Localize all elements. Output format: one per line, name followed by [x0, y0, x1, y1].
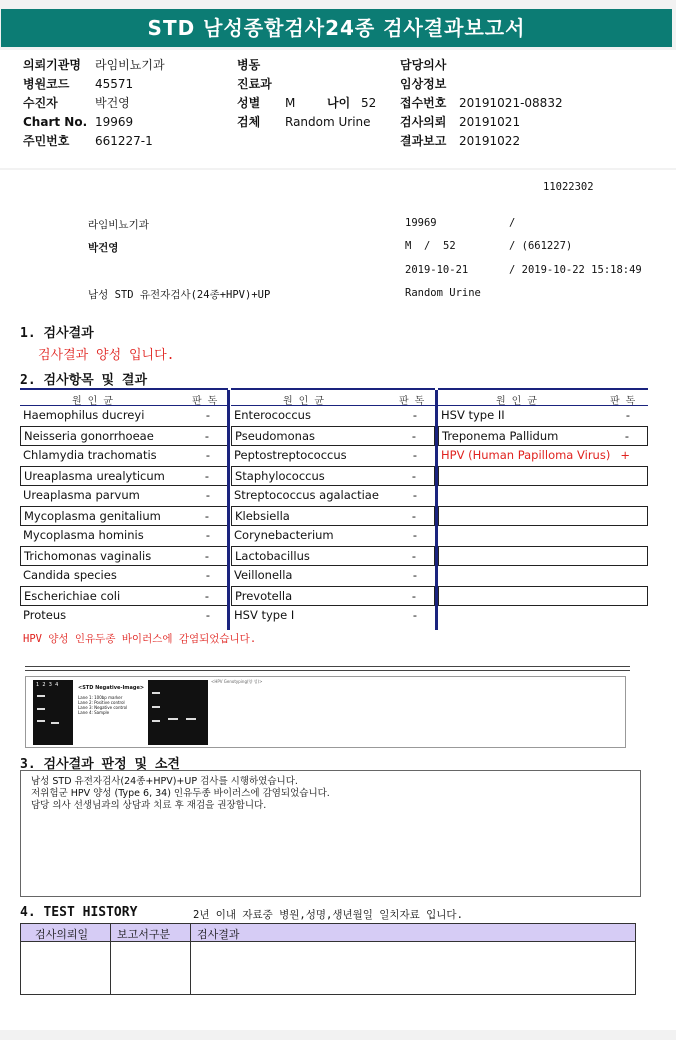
summary-test-name: 남성 STD 유전자검사(24종+HPV)+UP: [88, 289, 271, 301]
patient-value: 박건영: [95, 96, 130, 110]
result-row: [438, 526, 648, 546]
ssn-label: 주민번호: [23, 134, 70, 148]
result-row: [438, 486, 648, 506]
gel-band: [51, 722, 59, 724]
organism-result: +: [620, 448, 630, 462]
result-row: [438, 546, 648, 566]
section-3-title: 3. 검사결과 판정 및 소견: [20, 757, 180, 772]
result-row: [231, 566, 435, 586]
result-row: [20, 546, 228, 566]
result-row: [231, 526, 435, 546]
summary-chart: 19969: [405, 217, 437, 229]
opinion-box: [20, 770, 641, 897]
gel-lane-numbers: 1 2 3 4: [36, 682, 59, 688]
request-date-label: 검사의뢰: [400, 115, 447, 129]
result-row: [20, 566, 228, 586]
summary-patient: 박건영: [88, 242, 119, 254]
age-label: 나이: [327, 96, 351, 110]
report-code: 11022302: [543, 181, 594, 193]
summary-date-1: 2019-10-21: [405, 264, 469, 276]
result-column-3: [438, 388, 648, 606]
divider-line: [25, 670, 630, 671]
organism-result: -: [625, 408, 630, 422]
result-row: [231, 606, 435, 626]
divider-line: [25, 666, 630, 667]
gel-legend-line: Lane 3: Negative control: [78, 705, 128, 710]
gel-caption: <STD Negative-Image>: [78, 685, 145, 691]
hpv-note: HPV 양성 인유두종 바이러스에 감염되었습니다.: [23, 633, 257, 645]
receipt-no-label: 접수번호: [400, 96, 447, 110]
result-row: [231, 586, 435, 606]
specimen-label: 검체: [237, 115, 261, 129]
organism-name: Peptostreptococcus: [234, 448, 347, 462]
gel-legend-line: Lane 1: 100bp marker: [78, 695, 123, 700]
organism-name: Staphylococcus: [235, 469, 325, 483]
gel-band: [37, 720, 45, 722]
organism-result: -: [204, 549, 209, 563]
judge-header: 판 독: [192, 396, 218, 407]
department-label: 진료과: [237, 77, 272, 91]
summary-clinic: 라임비뇨기과: [88, 219, 149, 231]
organism-name: Lactobacillus: [235, 549, 310, 563]
organism-result: -: [412, 448, 417, 462]
chart-no-label: Chart No.: [23, 115, 88, 129]
history-note: 2년 이내 자료중 병원,성명,생년월일 일치자료 입니다.: [193, 909, 463, 921]
organism-name: Enterococcus: [234, 408, 311, 422]
history-header-row: [21, 924, 635, 942]
judge-header: 판 독: [399, 396, 425, 407]
gel-band: [152, 706, 160, 708]
result-row: [231, 466, 435, 486]
doctor-label: 담당의사: [400, 58, 447, 72]
organism-result: -: [204, 469, 209, 483]
organism-name: Streptococcus agalactiae: [234, 488, 379, 502]
organism-name: Chlamydia trachomatis: [23, 448, 157, 462]
column-divider: [435, 390, 438, 630]
result-row: [438, 566, 648, 586]
organism-name: Pseudomonas: [235, 429, 315, 443]
result-row: [20, 486, 228, 506]
request-date-value: 20191021: [459, 115, 521, 129]
top-margin: [0, 0, 676, 8]
organism-header: 원 인 균: [496, 396, 538, 407]
gel-image-strip: [25, 676, 626, 748]
result-row: [231, 486, 435, 506]
organism-name: Candida species: [23, 568, 117, 582]
organism-result: -: [624, 429, 629, 443]
organism-name: HSV type I: [234, 608, 295, 622]
summary-slash: /: [509, 217, 516, 229]
result-row: [20, 406, 228, 426]
organism-name: Treponema Pallidum: [442, 429, 559, 443]
organism-result: -: [205, 408, 210, 422]
organism-result: -: [204, 429, 209, 443]
organism-result: -: [412, 408, 417, 422]
result-row: [20, 606, 228, 626]
result-row: [231, 446, 435, 466]
gel-band: [37, 695, 45, 697]
age-value: 52: [361, 96, 377, 110]
gel-legend-line: Lane 4: Sample: [78, 710, 110, 715]
sex-label: 성별: [237, 96, 261, 110]
organism-result: -: [412, 528, 417, 542]
result-row: [231, 506, 435, 526]
summary-age: 52: [443, 240, 456, 252]
result-row: [20, 426, 228, 446]
section-4-title: 4. TEST HISTORY: [20, 905, 138, 920]
hpv-gel-caption: <HPV Genotyping(양 성)>: [211, 679, 263, 684]
result-row: [231, 546, 435, 566]
summary-specimen: Random Urine: [405, 287, 481, 299]
column-divider: [227, 390, 230, 630]
result-row: [438, 506, 648, 526]
organism-name: Trichomonas vaginalis: [24, 549, 152, 563]
result-row: [20, 526, 228, 546]
gel-band: [152, 692, 160, 694]
gel-band: [168, 718, 178, 720]
report-header: [0, 50, 676, 168]
organism-result: -: [205, 608, 210, 622]
gel-band: [186, 718, 196, 720]
organism-name: HSV type II: [441, 408, 505, 422]
report-title: STD 남성종합검사24종 검사결과보고서: [1, 9, 672, 47]
organism-result: -: [412, 608, 417, 622]
gel-legend: [78, 695, 127, 715]
judge-header: 판 독: [610, 396, 636, 407]
hospital-code-label: 병원코드: [23, 77, 70, 91]
result-row: [20, 466, 228, 486]
organism-result: -: [204, 509, 209, 523]
organism-result: -: [411, 549, 416, 563]
organism-result: -: [411, 589, 416, 603]
history-col-divider: [190, 924, 191, 994]
hospital-value: 라임비뇨기과: [95, 58, 165, 72]
organism-name: Veillonella: [234, 568, 293, 582]
summary-sex: M: [405, 240, 412, 252]
organism-result: -: [205, 528, 210, 542]
result-column-1: [20, 388, 228, 626]
section-2-title: 2. 검사항목 및 결과: [20, 373, 148, 388]
organism-name: Haemophilus ducreyi: [23, 408, 145, 422]
organism-result: -: [205, 488, 210, 502]
chart-no-value: 19969: [95, 115, 134, 129]
organism-result: -: [205, 448, 210, 462]
organism-name: HPV (Human Papilloma Virus): [441, 448, 611, 462]
summary-date-2: / 2019-10-22 15:18:49: [509, 264, 642, 276]
organism-header: 원 인 균: [283, 396, 325, 407]
ward-label: 병동: [237, 58, 261, 72]
test-history-table: [20, 923, 636, 995]
organism-header: 원 인 균: [72, 396, 114, 407]
history-header-result: 검사결과: [197, 928, 240, 941]
summary-ssn: / (661227): [509, 240, 573, 252]
result-row: [438, 426, 648, 446]
organism-result: -: [411, 429, 416, 443]
sex-value: M: [285, 96, 296, 110]
organism-name: Corynebacterium: [234, 528, 334, 542]
organism-name: Ureaplasma parvum: [23, 488, 140, 502]
organism-name: Neisseria gonorrhoeae: [24, 429, 154, 443]
history-header-date: 검사의뢰일: [35, 928, 89, 941]
result-row: [20, 506, 228, 526]
organism-name: Klebsiella: [235, 509, 290, 523]
result-row: [438, 466, 648, 486]
result-row: [438, 446, 648, 466]
column-header: [231, 388, 435, 406]
organism-name: Escherichiae coli: [24, 589, 121, 603]
column-header: [20, 388, 228, 406]
organism-result: -: [411, 509, 416, 523]
result-column-2: [231, 388, 435, 626]
history-header-type: 보고서구분: [117, 928, 171, 941]
patient-label: 수진자: [23, 96, 58, 110]
section-1-title: 1. 검사결과: [20, 326, 94, 341]
ssn-value: 661227-1: [95, 134, 153, 148]
gel-band: [37, 708, 45, 710]
result-row: [20, 586, 228, 606]
history-col-divider: [110, 924, 111, 994]
result-row: [20, 446, 228, 466]
organism-name: Ureaplasma urealyticum: [24, 469, 165, 483]
gel-legend-line: Lane 2: Positive control: [78, 700, 125, 705]
organism-name: Prevotella: [235, 589, 293, 603]
specimen-value: Random Urine: [285, 115, 371, 129]
gel-band: [152, 720, 160, 722]
clinical-info-label: 임상정보: [400, 77, 447, 91]
organism-result: -: [411, 469, 416, 483]
organism-name: Mycoplasma hominis: [23, 528, 144, 542]
summary-slash-2: /: [424, 240, 431, 252]
organism-result: -: [412, 488, 417, 502]
organism-result: -: [204, 589, 209, 603]
hospital-code-value: 45571: [95, 77, 134, 91]
bottom-margin: [0, 1030, 676, 1040]
organism-name: Proteus: [23, 608, 67, 622]
result-row: [438, 406, 648, 426]
hospital-label: 의뢰기관명: [23, 58, 81, 72]
organism-result: -: [412, 568, 417, 582]
result-row: [438, 586, 648, 606]
hpv-gel-image: [148, 680, 208, 745]
column-header: [438, 388, 648, 406]
result-row: [231, 426, 435, 446]
report-date-value: 20191022: [459, 134, 521, 148]
result-row: [231, 406, 435, 426]
opinion-line: 남성 STD 유전자검사(24종+HPV)+UP 검사를 시행하였습니다.: [31, 776, 298, 787]
result-summary: 검사결과 양성 입니다.: [38, 348, 175, 363]
organism-name: Mycoplasma genitalium: [24, 509, 161, 523]
negative-gel-image: [33, 680, 73, 745]
opinion-line: 담당 의사 선생님과의 상담과 치료 후 재검을 권장합니다.: [31, 800, 267, 811]
opinion-line: 저위험군 HPV 양성 (Type 6, 34) 인유두종 바이러스에 감염되었습니다.: [31, 788, 330, 799]
receipt-no-value: 20191021-08832: [459, 96, 563, 110]
organism-result: -: [205, 568, 210, 582]
report-date-label: 결과보고: [400, 134, 447, 148]
